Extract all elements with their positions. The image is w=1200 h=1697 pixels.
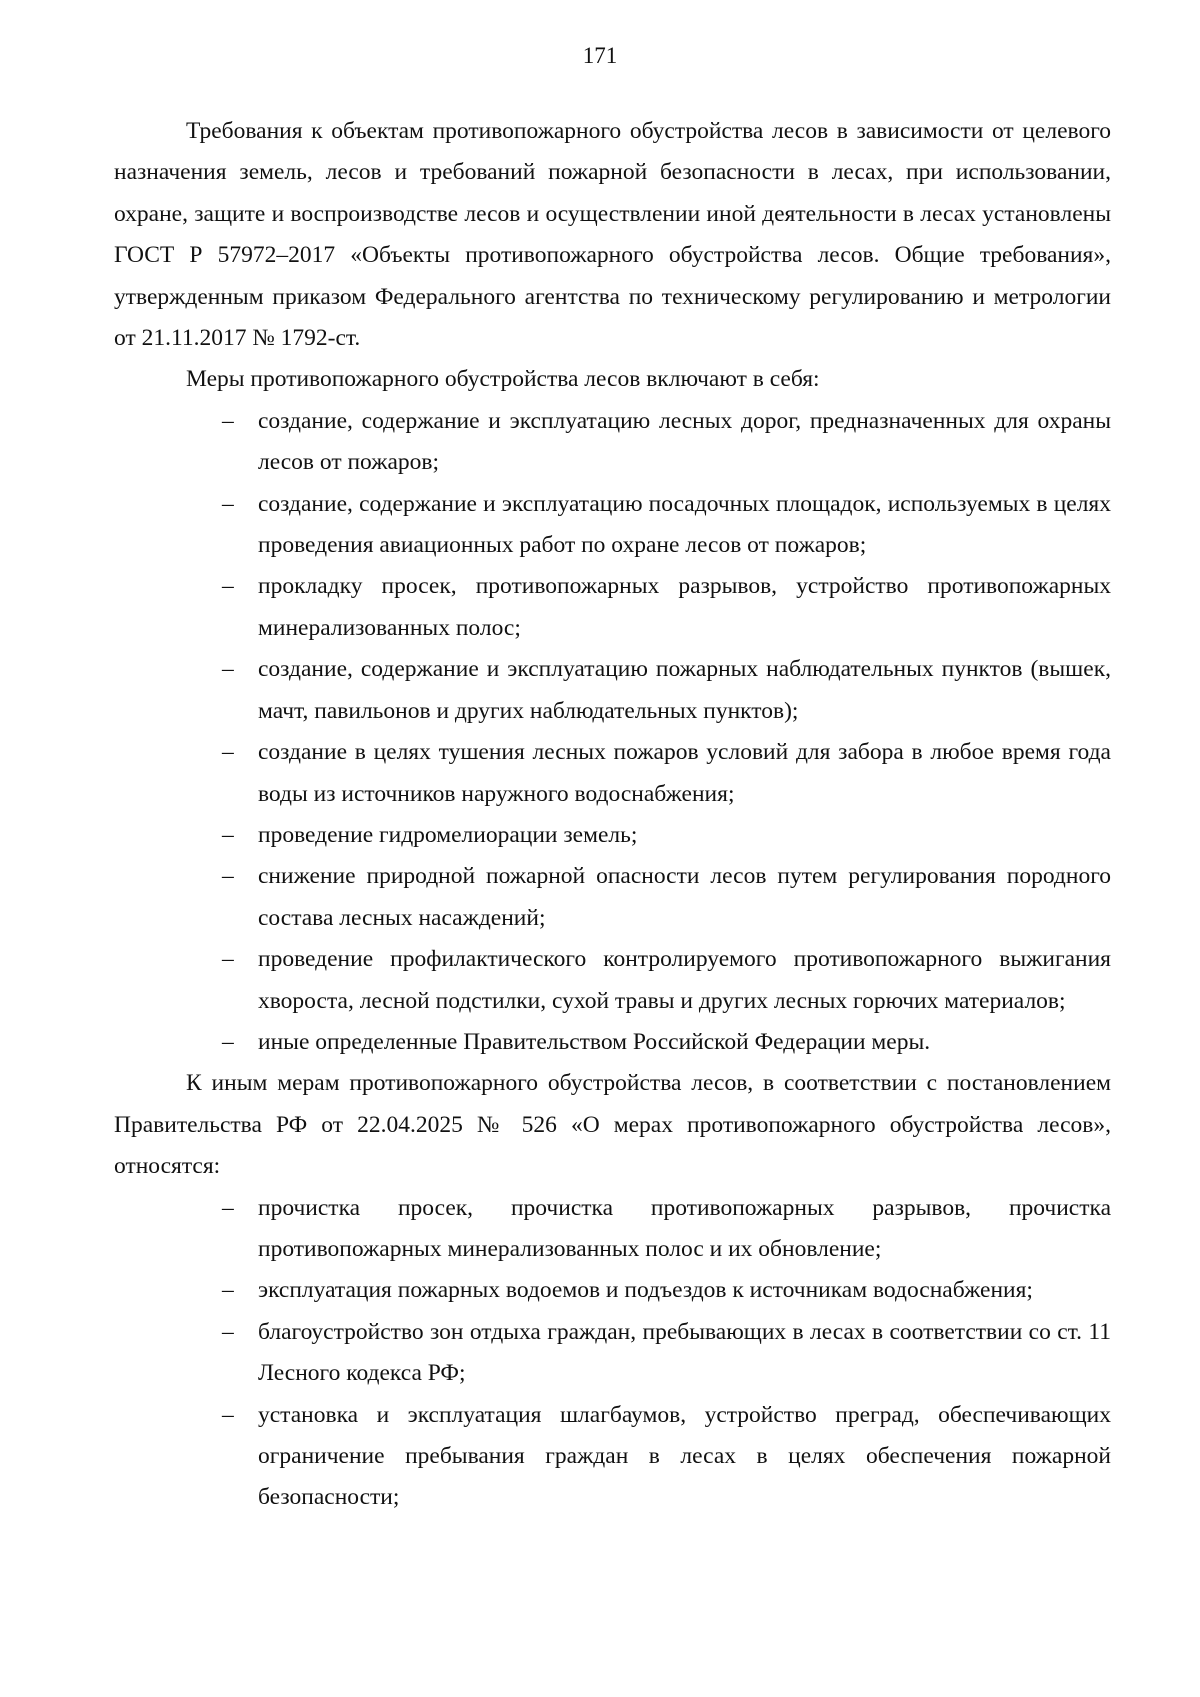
- dash-marker: –: [222, 490, 234, 517]
- list-item: [222, 1312, 1111, 1395]
- dash-marker: –: [222, 1277, 234, 1304]
- list-item-text: создание, содержание и эксплуатацию лесных дорог, предназначенных для охраны лесов от пожаров;: [258, 407, 1111, 476]
- dash-marker: –: [222, 573, 234, 600]
- list-item-text: иные определенные Правительством Российской Федерации меры.: [258, 1028, 931, 1055]
- list-item-text: проведение профилактического контролируемого противопожарного выжигания хвороста, лесной подстилки, сухой травы и других лесных горючих материалов;: [258, 946, 1111, 1014]
- dash-marker: –: [222, 1401, 234, 1428]
- paragraph-measures-intro: Меры противопожарного обустройства лесов включают в себя:: [186, 366, 820, 393]
- list-item-text: снижение природной пожарной опасности лесов путем регулирования породного состава лесных насаждений;: [258, 863, 1111, 931]
- document-body: [114, 111, 1111, 1519]
- list-item: [222, 484, 1111, 567]
- list-item: [222, 939, 1111, 1022]
- list-item: [222, 815, 1111, 856]
- list-item: [222, 856, 1111, 939]
- list-item: [222, 1188, 1111, 1271]
- paragraph-gost-requirements: Требования к объектам противопожарного обустройства лесов в зависимости от целевого назначения земель, лесов и требований пожарной безопасности в лесах, при использовании, охране, защите и воспроизводстве лесов и осуществлении иной деятельности в лесах установлены ГОСТ Р 57972–2017 «Объекты противопожарного обустройства лесов. Общие требования», утвержденным приказом Федерального агентства по техническому регулированию и метрологии от 21.11.2017 № 1792-ст.: [114, 118, 1111, 352]
- list-item-text: создание, содержание и эксплуатацию посадочных площадок, используемых в целях проведения авиационных работ по охране лесов от пожаров;: [258, 490, 1111, 559]
- list-item: [222, 649, 1111, 732]
- list-item-text: создание в целях тушения лесных пожаров условий для забора в любое время года воды из источников наружного водоснабжения;: [258, 739, 1111, 807]
- list-item: [222, 566, 1111, 649]
- dash-marker: –: [222, 863, 234, 890]
- paragraph-other-measures-intro: К иным мерам противопожарного обустройства лесов, в соответствии с постановлением Правительства РФ от 22.04.2025 № 526 «О мерах противопожарного обустройства лесов», относятся:: [114, 1070, 1111, 1180]
- dash-marker: –: [222, 1028, 234, 1055]
- dash-marker: –: [222, 656, 234, 683]
- list-item: [222, 1395, 1111, 1519]
- other-measures-list: [114, 1188, 1111, 1519]
- list-item-text: прокладку просек, противопожарных разрывов, устройство противопожарных минерализованных полос;: [258, 573, 1111, 641]
- measures-list: [114, 401, 1111, 1064]
- list-item: [222, 732, 1111, 815]
- list-item-text: благоустройство зон отдыха граждан, пребывающих в лесах в соответствии со ст. 11 Лесного кодекса РФ;: [258, 1318, 1111, 1387]
- dash-marker: –: [222, 946, 234, 973]
- dash-marker: –: [222, 1194, 234, 1221]
- list-item: [222, 1270, 1111, 1311]
- dash-marker: –: [222, 821, 234, 848]
- dash-marker: –: [222, 739, 234, 766]
- page-number: 171: [582, 43, 618, 68]
- list-item-text: установка и эксплуатация шлагбаумов, устройство преград, обеспечивающих ограничение пребывания граждан в лесах в целях обеспечения пожарной безопасности;: [258, 1401, 1111, 1511]
- dash-marker: –: [222, 407, 234, 434]
- list-item-text: эксплуатация пожарных водоемов и подъездов к источникам водоснабжения;: [258, 1277, 1033, 1304]
- list-item: [222, 401, 1111, 484]
- list-item-text: создание, содержание и эксплуатацию пожарных наблюдательных пунктов (вышек, мачт, павильонов и других наблюдательных пунктов);: [258, 656, 1111, 724]
- list-item: [222, 1022, 1111, 1063]
- list-item-text: прочистка просек, прочистка противопожарных разрывов, прочистка противопожарных минерализованных полос и их обновление;: [258, 1194, 1111, 1262]
- dash-marker: –: [222, 1318, 234, 1345]
- list-item-text: проведение гидромелиорации земель;: [258, 821, 638, 848]
